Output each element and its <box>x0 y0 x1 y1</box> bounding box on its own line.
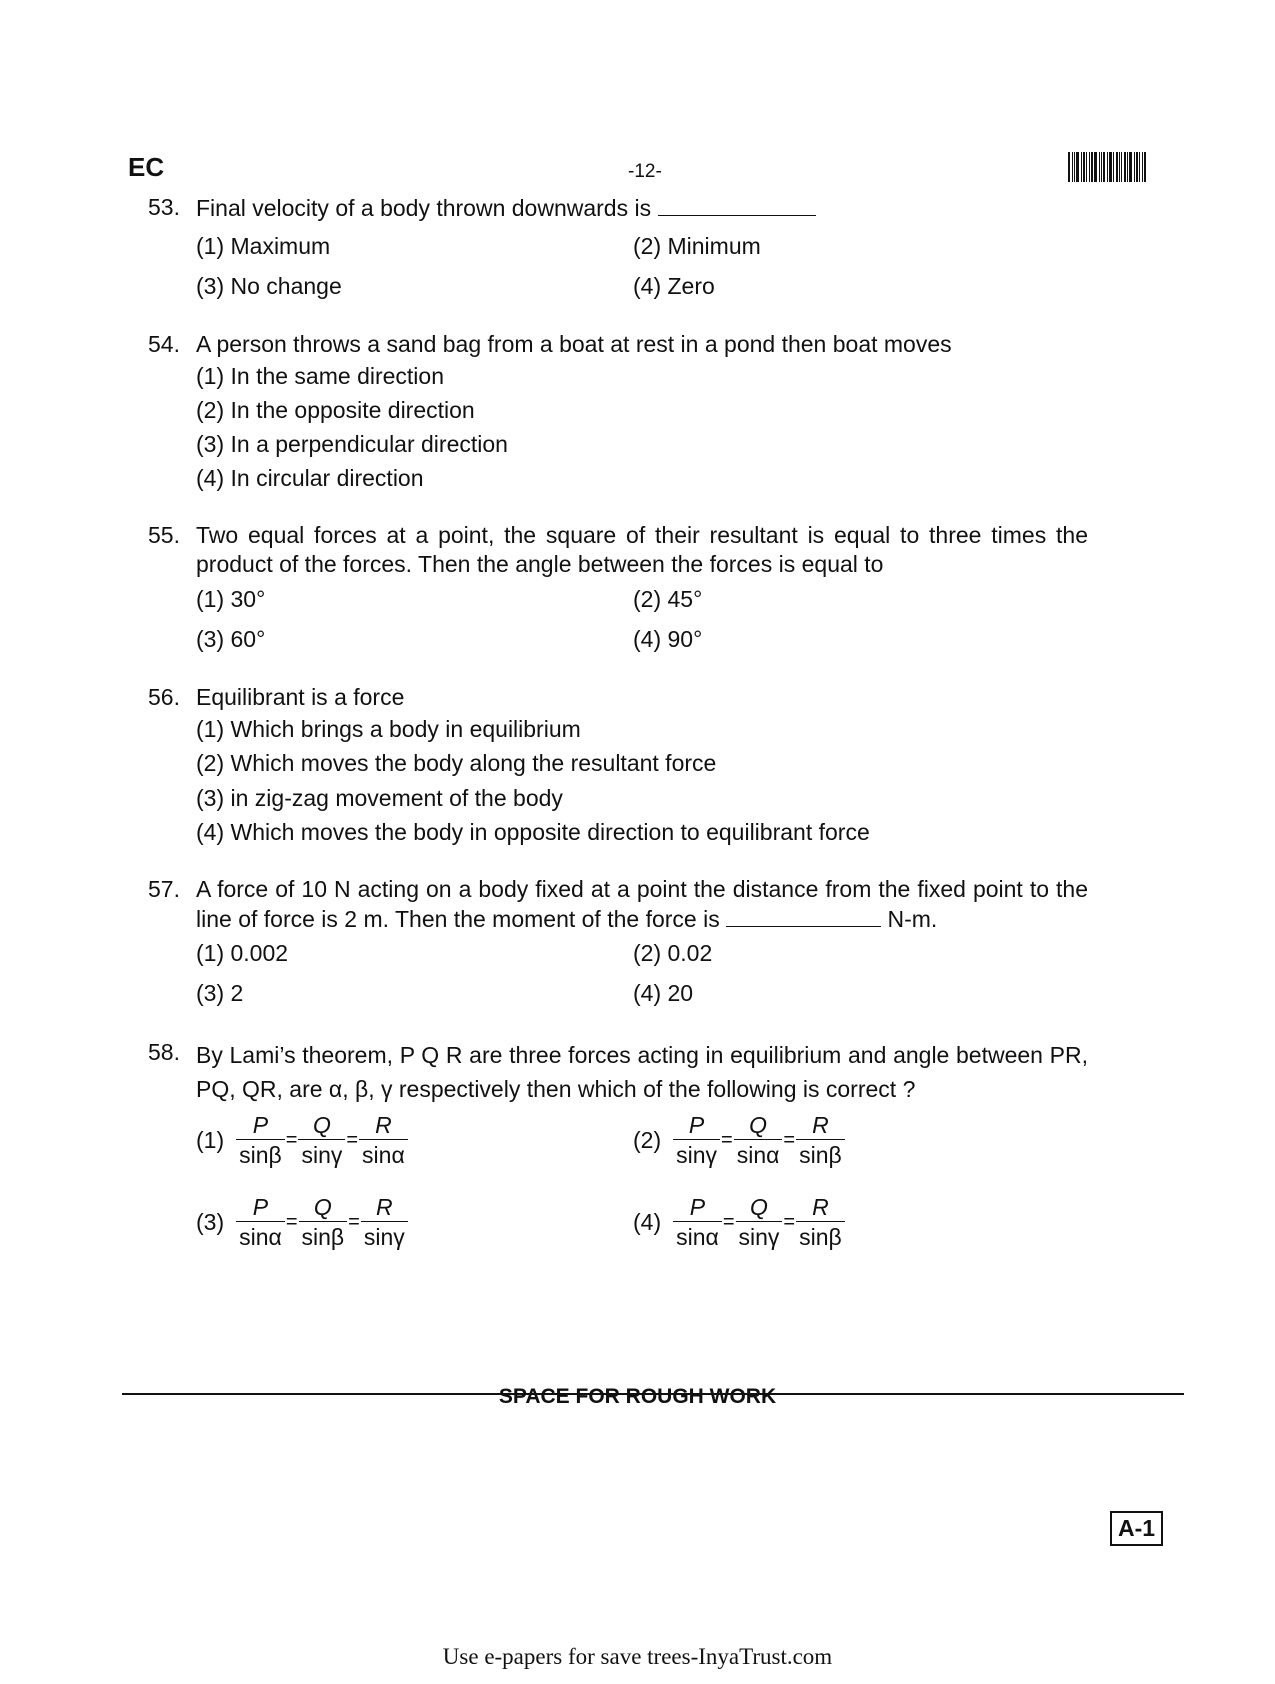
option-label: (2) <box>633 1127 662 1153</box>
option: (3) 2 <box>196 980 244 1006</box>
denominator: sinα <box>673 1221 722 1251</box>
barcode-bar <box>1144 152 1146 182</box>
equals-sign: = <box>346 1129 359 1151</box>
fraction <box>298 1112 345 1169</box>
option: (2) In the opposite direction <box>196 397 475 423</box>
option: (3) in zig-zag movement of the body <box>196 785 563 811</box>
barcode-bar <box>1072 152 1073 182</box>
set-code: A-1 <box>1110 1511 1163 1546</box>
denominator: sinγ <box>736 1221 783 1251</box>
barcode-bar <box>1083 152 1085 182</box>
denominator: sinβ <box>796 1221 845 1251</box>
question-stem: Equilibrant is a force <box>196 684 405 710</box>
answer-blank <box>726 904 881 927</box>
answer-blank <box>658 193 816 216</box>
barcode-bar <box>1089 152 1090 182</box>
denominator: sinγ <box>298 1139 345 1169</box>
denominator: sinβ <box>236 1139 285 1169</box>
denominator: sinβ <box>299 1221 348 1251</box>
denominator: sinα <box>236 1221 285 1251</box>
equals-sign: = <box>348 1211 360 1233</box>
option-label: (1) <box>196 1127 225 1153</box>
barcode-bar <box>1099 152 1100 182</box>
barcode-bar <box>1086 152 1087 182</box>
fraction <box>361 1194 408 1251</box>
numerator: Q <box>312 1112 331 1138</box>
barcode-bar <box>1129 152 1132 182</box>
question-57 <box>148 875 1088 934</box>
option: (3) No change <box>196 273 342 299</box>
question-stem: A force of 10 N acting on a body fixed at a point the distance from the fixed point to the line of force is 2 m. Then the moment of the force is <box>196 876 1088 932</box>
barcode-bar <box>1103 152 1105 182</box>
option: (4) Which moves the body in opposite direction to equilibrant force <box>196 819 870 845</box>
barcode-bar <box>1068 152 1070 182</box>
barcode-bar <box>1076 152 1079 182</box>
barcode-bar <box>1124 152 1126 182</box>
rough-work-label <box>0 1385 1275 1409</box>
question-stem: Final velocity of a body thrown downwards is <box>196 195 652 221</box>
question-stem: By Lami’s theorem, P Q R are three forces acting in equilibrium and angle between PR, PQ, QR, are α, β, γ respectively then which of the following is correct ? <box>196 1042 1088 1102</box>
option-lami-4 <box>633 1194 845 1251</box>
question-stem: Two equal forces at a point, the square of their resultant is equal to three times the product of the forces. Then the angle between the forces is equal to <box>196 522 1088 577</box>
option: (2) Minimum <box>633 233 761 259</box>
option: (2) 0.02 <box>633 940 713 966</box>
barcode-bar <box>1127 152 1128 182</box>
question-number: 55. <box>148 522 180 548</box>
question-53 <box>148 193 1148 223</box>
fraction <box>236 1112 285 1169</box>
equals-sign: = <box>722 1211 735 1233</box>
question-stem: A person throws a sand bag from a boat at rest in a pond then boat moves <box>196 331 952 357</box>
option-label: (3) <box>196 1209 225 1235</box>
fraction <box>299 1194 348 1251</box>
option-lami-3 <box>196 1194 408 1251</box>
fraction <box>359 1112 408 1169</box>
option: (3) 60° <box>196 626 266 652</box>
numerator: R <box>375 1194 393 1220</box>
option: (1) In the same direction <box>196 363 445 389</box>
numerator: P <box>252 1112 269 1138</box>
question-54 <box>148 330 1148 359</box>
barcode-bar <box>1101 152 1102 182</box>
option-label: (4) <box>633 1209 662 1235</box>
numerator: P <box>252 1194 269 1220</box>
barcode-bar <box>1107 152 1108 182</box>
numerator: R <box>812 1194 829 1220</box>
question-number: 56. <box>148 684 180 710</box>
numerator: P <box>689 1194 706 1220</box>
subject-code: EC <box>128 152 165 182</box>
option: (4) Zero <box>633 273 715 299</box>
option: (2) Which moves the body along the resultant force <box>196 750 717 776</box>
option: (1) Which brings a body in equilibrium <box>196 716 581 742</box>
option: (1) 0.002 <box>196 940 289 966</box>
fraction <box>734 1112 783 1169</box>
equals-sign: = <box>721 1129 733 1151</box>
footer-text: Use e-papers for save trees-InyaTrust.com <box>442 1644 833 1669</box>
barcode-bar <box>1091 152 1093 182</box>
question-number: 53. <box>148 194 180 220</box>
option: (4) 90° <box>633 626 703 652</box>
option-lami-2 <box>633 1112 845 1169</box>
numerator: R <box>375 1112 392 1138</box>
denominator: sinα <box>734 1139 783 1169</box>
fraction <box>736 1194 783 1251</box>
option: (4) In circular direction <box>196 465 424 491</box>
page-number: -12- <box>628 161 662 182</box>
fraction <box>796 1112 845 1169</box>
option: (1) Maximum <box>196 233 331 259</box>
fraction <box>673 1112 720 1169</box>
option: (3) In a perpendicular direction <box>196 431 508 457</box>
barcode-bar <box>1134 152 1135 182</box>
barcode-bar <box>1119 152 1120 182</box>
denominator: sinγ <box>673 1139 720 1169</box>
barcode-bar <box>1139 152 1140 182</box>
denominator: sinα <box>359 1139 408 1169</box>
question-56 <box>148 683 1148 712</box>
barcode-bar <box>1136 152 1138 182</box>
question-number: 54. <box>148 331 180 357</box>
barcode-icon <box>1068 152 1164 182</box>
barcode-bar <box>1074 152 1075 182</box>
denominator: sinβ <box>796 1139 845 1169</box>
barcode-bar <box>1109 152 1112 182</box>
option: (2) 45° <box>633 586 703 612</box>
barcode-bar <box>1121 152 1122 182</box>
barcode-bar <box>1081 152 1082 182</box>
equals-sign: = <box>285 1211 298 1233</box>
equals-sign: = <box>783 1129 796 1151</box>
equals-sign: = <box>783 1211 796 1233</box>
barcode-bar <box>1113 152 1114 182</box>
option: (4) 20 <box>633 980 694 1006</box>
question-55 <box>148 521 1088 579</box>
fraction <box>673 1194 722 1251</box>
option-lami-1 <box>196 1112 408 1169</box>
numerator: Q <box>749 1112 768 1138</box>
barcode-bar <box>1094 152 1097 182</box>
equals-sign: = <box>285 1129 298 1151</box>
question-58 <box>148 1038 1088 1106</box>
option: (1) 30° <box>196 586 266 612</box>
barcode-bar <box>1142 152 1143 182</box>
numerator: P <box>688 1112 705 1138</box>
barcode-bar <box>1116 152 1118 182</box>
numerator: R <box>812 1112 829 1138</box>
numerator: Q <box>750 1194 768 1220</box>
question-number: 58. <box>148 1039 180 1065</box>
fraction <box>796 1194 845 1251</box>
denominator: sinγ <box>361 1221 408 1251</box>
unit-label: N-m. <box>887 906 938 932</box>
fraction <box>236 1194 285 1251</box>
question-number: 57. <box>148 876 180 902</box>
rough-work-text: SPACE FOR ROUGH WORK <box>498 1385 777 1408</box>
numerator: Q <box>313 1194 332 1220</box>
